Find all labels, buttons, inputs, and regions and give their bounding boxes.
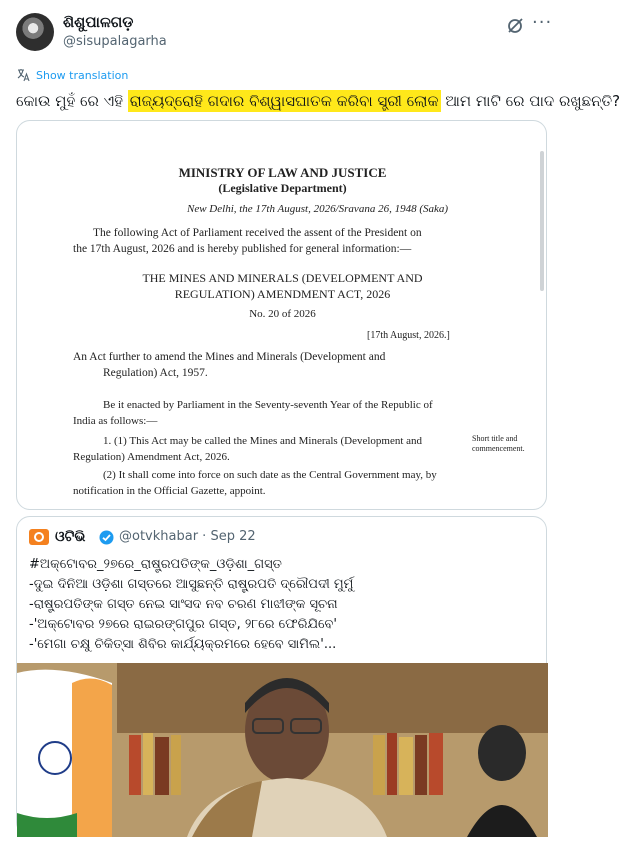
tweet-header bbox=[0, 0, 570, 60]
act-title-line-1: THE MINES AND MINERALS (DEVELOPMENT AND bbox=[142, 271, 423, 285]
grok-icon[interactable] bbox=[506, 17, 524, 35]
margin-note-1: Short title and bbox=[472, 434, 518, 443]
image-scrollbar[interactable] bbox=[540, 151, 544, 291]
margin-note-2: commencement. bbox=[472, 444, 525, 453]
purpose-line-1: An Act further to amend the Mines and Minerals (Development and bbox=[73, 351, 386, 363]
quoted-handle-date[interactable]: @otvkhabar · Sep 22 bbox=[119, 529, 256, 544]
quoted-line: -ଦୁଇ ଦିନିଆ ଓଡ଼ିଶା ଗସ୍ତରେ ଆସୁଛନ୍ତି ରାଷ୍ଟ୍ରପତି ଦ୍ରୌପଦୀ ମୁର୍ମୁ bbox=[29, 577, 354, 592]
gazette-image[interactable] bbox=[16, 120, 547, 510]
author-display-name[interactable]: ଶିଶୁପାଳଗଡ଼ bbox=[63, 13, 134, 31]
purpose-line-2: Regulation) Act, 1957. bbox=[103, 367, 208, 379]
department-heading: (Legislative Department) bbox=[218, 181, 347, 195]
enacting-line-2: India as follows:— bbox=[73, 415, 158, 427]
quoted-display-name[interactable]: ଓଟିଭି bbox=[55, 529, 86, 545]
intro-line-2: the 17th August, 2026 and is hereby published for general information:— bbox=[73, 243, 412, 255]
president-photo-illustration bbox=[17, 663, 548, 837]
tweet-text bbox=[16, 86, 620, 116]
quoted-line: -'ମେଗା ଚକ୍ଷୁ ଚିକିତ୍ସା ଶିବିର କାର୍ଯ୍ୟକ୍ରମରେ ହେବେ ସାମିଲ'... bbox=[29, 637, 337, 652]
otv-logo-icon bbox=[29, 529, 49, 545]
show-translation-label[interactable]: Show translation bbox=[36, 68, 129, 82]
author-avatar[interactable] bbox=[16, 13, 54, 51]
ministry-heading: MINISTRY OF LAW AND JUSTICE bbox=[178, 165, 387, 180]
author-handle[interactable]: @sisupalagarha bbox=[63, 34, 167, 49]
tweet-text-after: ଆମ ମାଟି ରେ ପାଦ ରଖୁଛନ୍ତି? bbox=[440, 92, 620, 110]
quoted-line: -'ଅକ୍ଟୋବର ୨୭ରେ ରାଇରଙ୍ଗପୁର ଗସ୍ତ, ୨୮ରେ ଫେରିଯିବେ' bbox=[29, 617, 337, 632]
quoted-text bbox=[29, 555, 534, 655]
translate-icon bbox=[16, 68, 30, 82]
section-2-line-2: notification in the Official Gazette, appoint. bbox=[73, 485, 266, 497]
dateline: New Delhi, the 17th August, 2026/Sravana 26, 1948 (Saka) bbox=[187, 203, 449, 215]
quoted-line: #ଅକ୍ଟୋବର_୨୭ରେ_ରାଷ୍ଟ୍ରପତିଙ୍କ_ଓଡ଼ିଶା_ଗସ୍ତ bbox=[29, 557, 282, 572]
act-date: [17th August, 2026.] bbox=[367, 330, 450, 341]
enacting-line-1: Be it enacted by Parliament in the Seventy-seventh Year of the Republic of bbox=[103, 399, 433, 411]
section-1-line-1: 1. (1) This Act may be called the Mines and Minerals (Development and bbox=[103, 435, 423, 447]
more-icon[interactable]: ··· bbox=[532, 12, 553, 33]
act-title-line-2: REGULATION) AMENDMENT ACT, 2026 bbox=[174, 287, 391, 301]
section-2-line-1: (2) It shall come into force on such date as the Central Government may, by bbox=[103, 469, 437, 481]
show-translation-link[interactable] bbox=[16, 68, 128, 82]
gazette-document bbox=[17, 121, 548, 511]
president-photo[interactable] bbox=[17, 663, 548, 837]
tweet-text-highlight: ରାଜ୍ୟଦ୍ରୋହି ଗଦାର ବିଶ୍ୱାସଘାତକ କରିବା ସ୍ତ୍ରୀ ଲୋକ bbox=[129, 92, 439, 110]
tweet-text-before: କୋଉ ମୁହଁ ରେ ଏହି bbox=[16, 92, 128, 110]
indian-flag bbox=[17, 670, 112, 837]
quoted-tweet[interactable] bbox=[16, 516, 547, 836]
intro-line-1: The following Act of Parliament received the assent of the President on bbox=[93, 227, 422, 239]
act-number: No. 20 of 2026 bbox=[249, 308, 316, 320]
verified-badge-icon bbox=[99, 530, 114, 545]
section-1-line-2: Regulation) Amendment Act, 2026. bbox=[73, 451, 230, 463]
quoted-line: -ରାଷ୍ଟ୍ରପତିଙ୍କ ଗସ୍ତ ନେଇ ସାଂସଦ ନବ ଚରଣ ମାଝୀଙ୍କ ସୂଚନା bbox=[29, 597, 338, 612]
